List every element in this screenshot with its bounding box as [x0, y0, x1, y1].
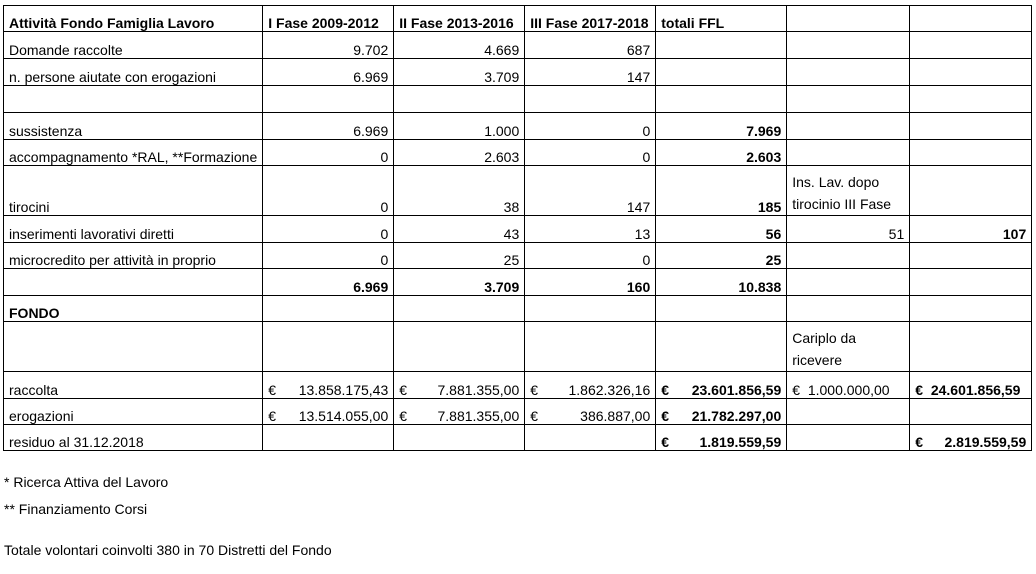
- empty-cell[interactable]: [910, 399, 1032, 425]
- amount: 1.862.326,16: [568, 382, 651, 398]
- table-row: [4, 86, 1032, 113]
- total-cell[interactable]: 3.709: [394, 269, 525, 296]
- row-label[interactable]: accompagnamento *RAL, **Formazione: [4, 140, 263, 166]
- euro-sign: €: [661, 408, 670, 424]
- empty-cell[interactable]: [910, 296, 1032, 322]
- amount: 386.887,00: [580, 408, 651, 424]
- row-label[interactable]: sussistenza: [4, 113, 263, 140]
- total-cell[interactable]: 7.969: [656, 113, 787, 140]
- empty-cell[interactable]: [263, 296, 394, 322]
- euro-sign: €: [661, 382, 670, 398]
- empty-cell[interactable]: [525, 296, 656, 322]
- value-cell[interactable]: 147: [525, 59, 656, 86]
- table-row: [4, 166, 1032, 216]
- amount: 24.601.856,59: [930, 382, 1021, 398]
- value-cell[interactable]: 0: [263, 216, 394, 243]
- value-cell[interactable]: 9.702: [263, 32, 394, 59]
- amount: 1.819.559,59: [699, 434, 782, 450]
- amount: 13.858.175,43: [298, 382, 389, 398]
- euro-sign: €: [661, 434, 670, 450]
- row-label[interactable]: inserimenti lavorativi diretti: [4, 216, 263, 243]
- grand-total-cell[interactable]: 107: [910, 216, 1032, 243]
- amount: 1.000.000,00: [807, 382, 890, 398]
- euro-sign: €: [268, 382, 277, 398]
- empty-cell[interactable]: [394, 322, 525, 372]
- currency-total-cell[interactable]: [656, 399, 787, 425]
- row-label[interactable]: microcredito per attività in proprio: [4, 243, 263, 269]
- empty-cell[interactable]: [4, 322, 263, 372]
- empty-cell[interactable]: [787, 269, 910, 296]
- value-cell[interactable]: 25: [394, 243, 525, 269]
- header-activity[interactable]: Attività Fondo Famiglia Lavoro: [4, 6, 263, 32]
- section-row: [4, 296, 1032, 322]
- value-cell[interactable]: 38: [394, 166, 525, 216]
- empty-cell[interactable]: [4, 269, 263, 296]
- total-cell[interactable]: 25: [656, 243, 787, 269]
- value-cell[interactable]: 1.000: [394, 113, 525, 140]
- empty-cell[interactable]: [787, 32, 910, 59]
- currency-cell[interactable]: [525, 372, 656, 399]
- empty-cell[interactable]: [910, 243, 1032, 269]
- value-cell[interactable]: 2.603: [394, 140, 525, 166]
- totals-row: [4, 269, 1032, 296]
- empty-cell[interactable]: [787, 59, 910, 86]
- currency-cell[interactable]: [263, 399, 394, 425]
- value-cell[interactable]: 0: [263, 166, 394, 216]
- value-cell[interactable]: 0: [263, 243, 394, 269]
- empty-cell[interactable]: [787, 86, 910, 113]
- empty-cell[interactable]: [525, 425, 656, 451]
- table-row: [4, 216, 1032, 243]
- section-title[interactable]: FONDO: [4, 296, 263, 322]
- header-phase-3[interactable]: III Fase 2017-2018: [525, 6, 656, 32]
- empty-cell[interactable]: [263, 86, 394, 113]
- euro-sign: €: [915, 382, 924, 398]
- row-label[interactable]: residuo al 31.12.2018: [4, 425, 263, 451]
- currency-cell[interactable]: [525, 399, 656, 425]
- amount: 21.782.297,00: [691, 408, 782, 424]
- total-cell[interactable]: 185: [656, 166, 787, 216]
- total-cell[interactable]: 10.838: [656, 269, 787, 296]
- value-cell[interactable]: 6.969: [263, 113, 394, 140]
- amount: 23.601.856,59: [691, 382, 782, 398]
- value-cell[interactable]: 6.969: [263, 59, 394, 86]
- empty-cell[interactable]: [787, 113, 910, 140]
- value-cell[interactable]: 0: [525, 113, 656, 140]
- table-row: [4, 140, 1032, 166]
- empty-cell[interactable]: [910, 59, 1032, 86]
- amount: 2.819.559,59: [944, 434, 1027, 450]
- empty-cell[interactable]: [656, 296, 787, 322]
- currency-cell[interactable]: [787, 372, 910, 399]
- amount: 7.881.355,00: [437, 382, 520, 398]
- currency-total-cell[interactable]: [656, 372, 787, 399]
- empty-cell[interactable]: [394, 86, 525, 113]
- empty-cell[interactable]: [910, 6, 1032, 32]
- empty-cell[interactable]: [525, 86, 656, 113]
- header-row: [4, 6, 1032, 32]
- empty-cell[interactable]: [910, 269, 1032, 296]
- total-cell[interactable]: 160: [525, 269, 656, 296]
- value-cell[interactable]: 4.669: [394, 32, 525, 59]
- note-ins-lav-cell[interactable]: Ins. Lav. dopo tirocinio III Fase: [787, 166, 910, 216]
- empty-cell[interactable]: [394, 425, 525, 451]
- empty-cell[interactable]: [787, 425, 910, 451]
- empty-cell[interactable]: [787, 399, 910, 425]
- empty-cell[interactable]: [787, 140, 910, 166]
- table-row: [4, 59, 1032, 86]
- empty-cell[interactable]: [787, 243, 910, 269]
- value-cell[interactable]: 3.709: [394, 59, 525, 86]
- volunteers-note: Totale volontari coinvolti 380 in 70 Distretti del Fondo: [4, 542, 332, 558]
- table-row: [4, 425, 1032, 451]
- row-label[interactable]: Domande raccolte: [4, 32, 263, 59]
- empty-cell[interactable]: [910, 140, 1032, 166]
- note-cariplo-cell[interactable]: Cariplo da ricevere: [787, 322, 910, 372]
- currency-total-cell[interactable]: [656, 425, 787, 451]
- table-row: [4, 322, 1032, 372]
- footnote-ral: * Ricerca Attiva del Lavoro: [4, 474, 169, 490]
- table-row: [4, 243, 1032, 269]
- empty-cell[interactable]: [656, 86, 787, 113]
- header-phase-2[interactable]: II Fase 2013-2016: [394, 6, 525, 32]
- value-cell[interactable]: 43: [394, 216, 525, 243]
- empty-cell[interactable]: [525, 322, 656, 372]
- empty-cell[interactable]: [263, 425, 394, 451]
- value-cell[interactable]: 0: [525, 243, 656, 269]
- empty-cell[interactable]: [910, 32, 1032, 59]
- euro-sign: €: [268, 408, 277, 424]
- row-label[interactable]: erogazioni: [4, 399, 263, 425]
- value-cell[interactable]: 13: [525, 216, 656, 243]
- table-row: [4, 32, 1032, 59]
- empty-cell[interactable]: [910, 322, 1032, 372]
- empty-cell[interactable]: [656, 32, 787, 59]
- empty-cell[interactable]: [910, 86, 1032, 113]
- empty-cell[interactable]: [394, 296, 525, 322]
- amount: 7.881.355,00: [437, 408, 520, 424]
- table-row: [4, 113, 1032, 140]
- table-row: [4, 372, 1032, 399]
- empty-cell[interactable]: [656, 322, 787, 372]
- value-cell[interactable]: 0: [263, 140, 394, 166]
- value-cell[interactable]: 687: [525, 32, 656, 59]
- empty-cell[interactable]: [4, 86, 263, 113]
- table-row: [4, 399, 1032, 425]
- currency-grand-total-cell[interactable]: [910, 372, 1032, 399]
- euro-sign: €: [399, 408, 408, 424]
- row-label[interactable]: n. persone aiutate con erogazioni: [4, 59, 263, 86]
- currency-cell[interactable]: [394, 372, 525, 399]
- currency-cell[interactable]: [394, 399, 525, 425]
- empty-cell[interactable]: [910, 113, 1032, 140]
- euro-sign: €: [530, 382, 539, 398]
- empty-cell[interactable]: [910, 166, 1032, 216]
- euro-sign: €: [792, 382, 801, 398]
- value-cell[interactable]: 51: [787, 216, 910, 243]
- euro-sign: €: [530, 408, 539, 424]
- total-cell[interactable]: 6.969: [263, 269, 394, 296]
- header-totals[interactable]: totali FFL: [656, 6, 787, 32]
- empty-cell[interactable]: [263, 322, 394, 372]
- empty-cell[interactable]: [787, 296, 910, 322]
- total-cell[interactable]: 2.603: [656, 140, 787, 166]
- fondo-famiglia-lavoro-table: [3, 5, 1032, 451]
- amount: 13.514.055,00: [298, 408, 389, 424]
- empty-cell[interactable]: [656, 59, 787, 86]
- currency-grand-total-cell[interactable]: [910, 425, 1032, 451]
- euro-sign: €: [915, 434, 924, 450]
- euro-sign: €: [399, 382, 408, 398]
- total-cell[interactable]: 56: [656, 216, 787, 243]
- empty-cell[interactable]: [787, 6, 910, 32]
- footnote-formazione: ** Finanziamento Corsi: [4, 501, 148, 517]
- value-cell[interactable]: 147: [525, 166, 656, 216]
- value-cell[interactable]: 0: [525, 140, 656, 166]
- row-label[interactable]: raccolta: [4, 372, 263, 399]
- row-label[interactable]: tirocini: [4, 166, 263, 216]
- currency-cell[interactable]: [263, 372, 394, 399]
- header-phase-1[interactable]: I Fase 2009-2012: [263, 6, 394, 32]
